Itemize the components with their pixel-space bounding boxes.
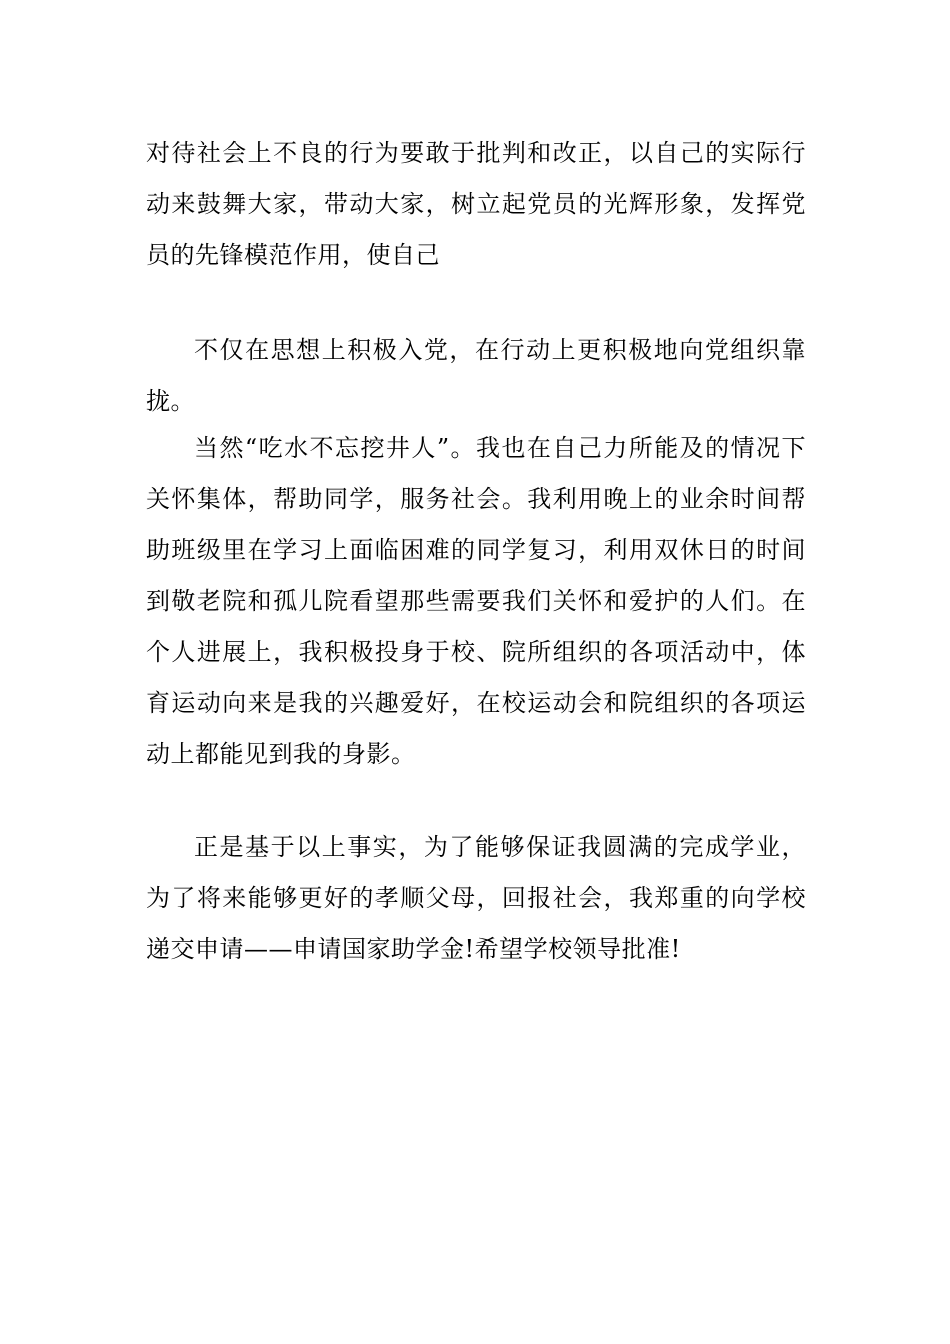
- paragraph-application-request: 正是基于以上事实，为了能够保证我圆满的完成学业，为了将来能够更好的孝顺父母，回报社会，我郑重的向学校递交申请——申请国家助学金!希望学校领导批准!: [146, 833, 806, 963]
- paragraph-continuation: 对待社会上不良的行为要敢于批判和改正，以自己的实际行动来鼓舞大家，带动大家，树立起党员的光辉形象，发挥党员的先锋模范作用，使自己: [146, 139, 806, 269]
- paragraph-community-service: 当然“吃水不忘挖井人”。我也在自己力所能及的情况下关怀集体，帮助同学，服务社会。我利用晚上的业余时间帮助班级里在学习上面临困难的同学复习，利用双休日的时间到敬老院和孤儿院看望那些需要我们关怀和爱护的人们。在个人进展上，我积极投身于校、院所组织的各项活动中，体育运动向来是我的兴趣爱好，在校运动会和院组织的各项运动上都能见到我的身影。: [146, 434, 806, 768]
- paragraph-party-commitment: 不仅在思想上积极入党，在行动上更积极地向党组织靠拢。: [146, 336, 806, 415]
